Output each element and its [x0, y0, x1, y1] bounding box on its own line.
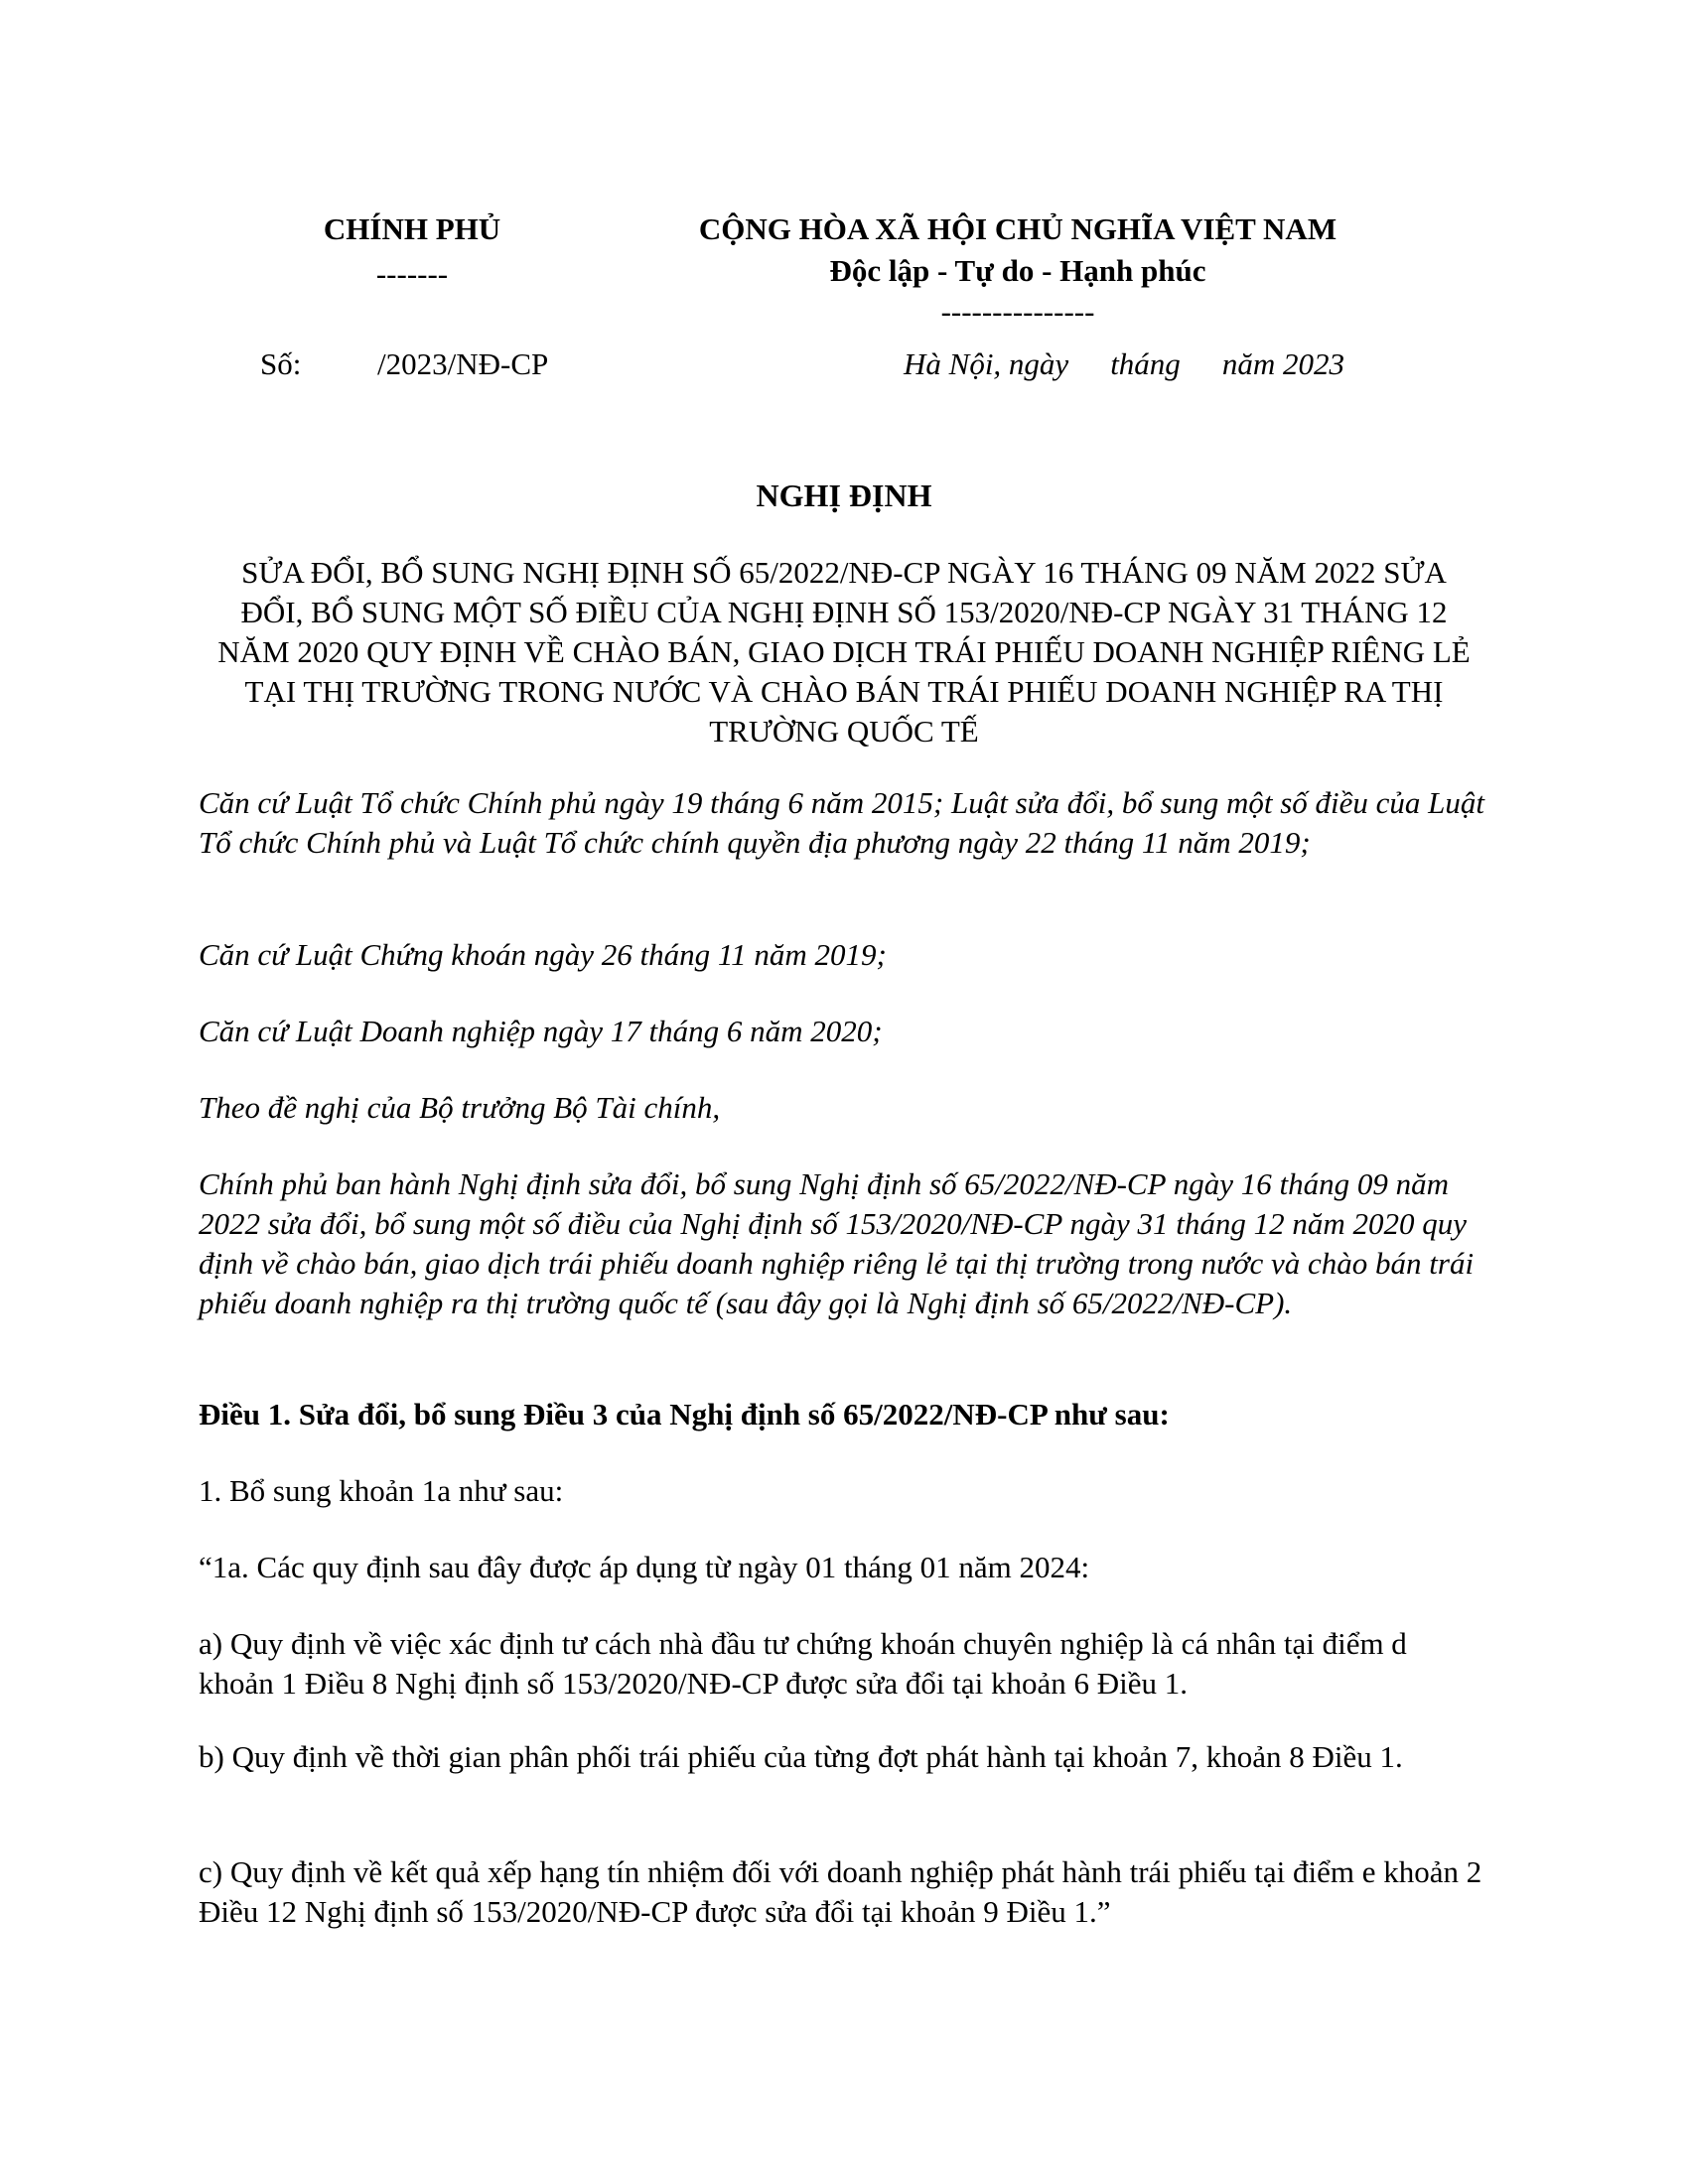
- document-number-label: Số:: [260, 346, 302, 381]
- promulgation-paragraph: Chính phủ ban hành Nghị định sửa đổi, bổ sung Nghị định số 65/2022/NĐ-CP ngày 16 tháng 09 năm 2022 sửa đổi, bổ sung một số điều của Nghị định số 153/2020/NĐ-CP ngày 31 tháng 12 năm 2020 quy định về chào bán, giao dịch trái phiếu doanh nghiệp riêng lẻ tại thị trường trong nước và chào bán trái phiếu doanh nghiệp ra thị trường quốc tế (sau đây gọi là Nghị định số 65/2022/NĐ-CP).: [199, 1166, 1475, 1320]
- clause-paragraph: 1. Bổ sung khoản 1a như sau:: [199, 1473, 564, 1508]
- agency-underline: -------: [375, 256, 449, 291]
- motto-underline: ---------------: [940, 294, 1095, 329]
- article-heading: Điều 1. Sửa đổi, bổ sung Điều 3 của Nghị định số 65/2022/NĐ-CP như sau:: [199, 1397, 1170, 1432]
- clause-paragraph: “1a. Các quy định sau đây được áp dụng từ ngày 01 tháng 01 năm 2024:: [199, 1550, 1090, 1584]
- document-subject: SỬA ĐỔI, BỔ SUNG NGHỊ ĐỊNH SỐ 65/2022/NĐ-CP NGÀY 16 THÁNG 09 NĂM 2022 SỬA ĐỔI, BỔ SUNG MỘT SỐ ĐIỀU CỦA NGHỊ ĐỊNH SỐ 153/2020/NĐ-CP NGÀY 31 THÁNG 12 NĂM 2020 QUY ĐỊNH VỀ CHÀO BÁN, GIAO DỊCH TRÁI PHIẾU DOANH NGHIỆP RIÊNG LẺ TẠI THỊ TRƯỜNG TRONG NƯỚC VÀ CHÀO BÁN TRÁI PHIẾU DOANH NGHIỆP RA THỊ TRƯỜNG QUỐC TẾ: [217, 555, 1471, 749]
- legal-basis-paragraph: Căn cứ Luật Tổ chức Chính phủ ngày 19 tháng 6 năm 2015; Luật sửa đổi, bổ sung một số điều của Luật Tổ chức Chính phủ và Luật Tổ chức chính quyền địa phương ngày 22 tháng 11 năm 2019;: [199, 785, 1485, 860]
- legal-basis-paragraph: Căn cứ Luật Chứng khoán ngày 26 tháng 11 năm 2019;: [199, 937, 887, 972]
- proposal-paragraph: Theo đề nghị của Bộ trưởng Bộ Tài chính,: [199, 1090, 721, 1125]
- document-number: /2023/NĐ-CP: [377, 346, 549, 381]
- date-year: năm 2023: [1221, 346, 1344, 381]
- document-type-title: NGHỊ ĐỊNH: [756, 478, 932, 513]
- legal-basis-paragraph: Căn cứ Luật Doanh nghiệp ngày 17 tháng 6 năm 2020;: [199, 1014, 883, 1048]
- issuing-agency: CHÍNH PHỦ: [323, 211, 501, 246]
- place-and-date: [904, 344, 1344, 384]
- date-month: tháng: [1110, 346, 1181, 381]
- place-day: Hà Nội, ngày: [904, 346, 1069, 381]
- point-paragraph: c) Quy định về kết quả xếp hạng tín nhiệm đối với doanh nghiệp phát hành trái phiếu tại điểm e khoản 2 Điều 12 Nghị định số 153/2020/NĐ-CP được sửa đổi tại khoản 9 Điều 1.”: [199, 1854, 1482, 1929]
- point-paragraph: a) Quy định về việc xác định tư cách nhà đầu tư chứng khoán chuyên nghiệp là cá nhân tại điểm d khoản 1 Điều 8 Nghị định số 153/2020/NĐ-CP được sửa đổi tại khoản 6 Điều 1.: [199, 1626, 1407, 1701]
- national-title: CỘNG HÒA XÃ HỘI CHỦ NGHĨA VIỆT NAM: [698, 211, 1337, 246]
- national-motto: Độc lập - Tự do - Hạnh phúc: [829, 253, 1206, 288]
- point-paragraph: b) Quy định về thời gian phân phối trái phiếu của từng đợt phát hành tại khoản 7, khoản 8 Điều 1.: [199, 1739, 1403, 1774]
